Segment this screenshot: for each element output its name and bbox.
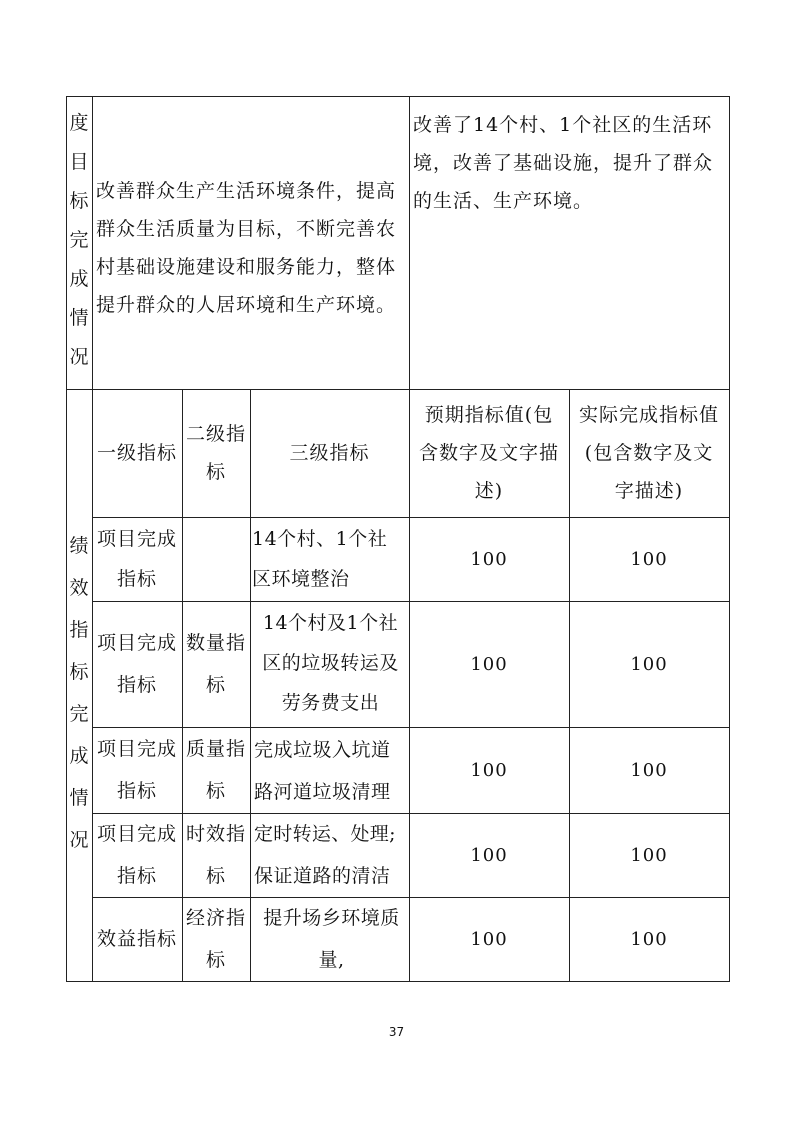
l2-line: 标: [205, 949, 226, 971]
header-level2-line: 二级指: [185, 423, 246, 445]
header-expected: [409, 389, 569, 517]
l1-line: 指标: [116, 568, 157, 590]
table-row-1-l2: [182, 601, 250, 727]
table-row-3-l2: [182, 813, 250, 897]
completion-line: 境，改善了基础设施，提升了群众: [413, 152, 714, 174]
l1-line: 项目完成: [96, 823, 177, 845]
table-row-3-actual: 100: [630, 844, 668, 866]
header-level2-line: 标: [205, 461, 226, 483]
table-row-1-actual: 100: [630, 653, 668, 675]
l2-line: 标: [205, 780, 226, 802]
goal-line: 群众生活质量为目标，不断完善农: [96, 218, 397, 240]
header-actual-line: 字描述): [614, 480, 684, 502]
table-row-3-l3: [254, 813, 409, 897]
l3-line: 提升场乡环境质: [263, 907, 400, 929]
table-row-0-l3: [252, 517, 409, 601]
table-row-3-expected: 100: [470, 844, 508, 866]
goal-line: 改善群众生产生活环境条件，提高: [96, 180, 397, 202]
l1-line: 项目完成: [96, 632, 177, 654]
l2-line: 时效指: [185, 823, 246, 845]
l1-line: 指标: [116, 674, 157, 696]
l1-line: 指标: [116, 865, 157, 887]
l3-line: 量,: [318, 949, 345, 971]
l1-line: 效益指标: [96, 928, 177, 950]
table-row-2-l1: [92, 727, 182, 813]
header-level3: [250, 389, 409, 517]
l2-line: 标: [205, 674, 226, 696]
objective-row-label: 度 目 标 完 成 情 况: [69, 112, 89, 368]
l3-line: 定时转运、处理;: [254, 823, 396, 845]
table-row-4-l1: [92, 897, 182, 981]
completion-line: 的生活、生产环境。: [413, 190, 594, 212]
table-row-0-expected: 100: [470, 548, 508, 570]
l2-line: 质量指: [185, 738, 246, 760]
header-expected-line: 预期指标值(包: [424, 404, 554, 426]
table-row-2-l3: [254, 727, 409, 813]
table-row-4-actual: 100: [630, 928, 668, 950]
table-row-1-l1: [92, 601, 182, 727]
l1-line: 项目完成: [96, 528, 177, 550]
header-level2: [182, 389, 250, 517]
table-row-1-l3: [252, 601, 409, 727]
header-expected-line: 述): [474, 480, 504, 502]
l1-line: 指标: [116, 780, 157, 802]
completion-line: 改善了14个村、1个社区的生活环: [413, 114, 713, 136]
l3-line: 保证道路的清洁: [254, 865, 391, 887]
goal-line: 提升群众的人居环境和生产环境。: [96, 294, 397, 316]
l2-line: 数量指: [185, 632, 246, 654]
header-actual: [569, 389, 729, 517]
l3-line: 区的垃圾转运及: [262, 652, 399, 674]
header-level3-text: 三级指标: [289, 442, 370, 464]
table-row-2-l2: [182, 727, 250, 813]
table-row-3-l1: [92, 813, 182, 897]
header-level1-text: 一级指标: [96, 442, 177, 464]
table-row-4-l2: [182, 897, 250, 981]
l1-line: 项目完成: [96, 738, 177, 760]
table-row-4-expected: 100: [470, 928, 508, 950]
table-row-2-actual: 100: [630, 759, 668, 781]
header-actual-line: (包含数字及文: [584, 442, 714, 464]
header-level1: [92, 389, 182, 517]
table-row-0-l1: [92, 517, 182, 601]
l2-line: 标: [205, 865, 226, 887]
page-number: 37: [388, 1025, 405, 1039]
l3-line: 14个村、1个社: [252, 528, 388, 550]
table-row-2-expected: 100: [470, 759, 508, 781]
header-actual-line: 实际完成指标值: [578, 404, 719, 426]
l3-line: 区环境整治: [252, 568, 350, 590]
table-row-4-l3: [254, 897, 409, 981]
table-row-0-actual: 100: [630, 548, 668, 570]
l2-line: 经济指: [185, 907, 246, 929]
header-expected-line: 含数字及文字描: [418, 442, 559, 464]
l3-line: 完成垃圾入坑道: [254, 739, 391, 761]
l3-line: 劳务费支出: [281, 692, 380, 714]
goal-line: 村基础设施建设和服务能力，整体: [96, 256, 397, 278]
table-row-1-expected: 100: [470, 653, 508, 675]
performance-row-label: 绩 效 指 标 完 成 情 况: [69, 535, 89, 851]
l3-line: 路河道垃圾清理: [254, 781, 391, 803]
l3-line: 14个村及1个社: [262, 612, 399, 634]
